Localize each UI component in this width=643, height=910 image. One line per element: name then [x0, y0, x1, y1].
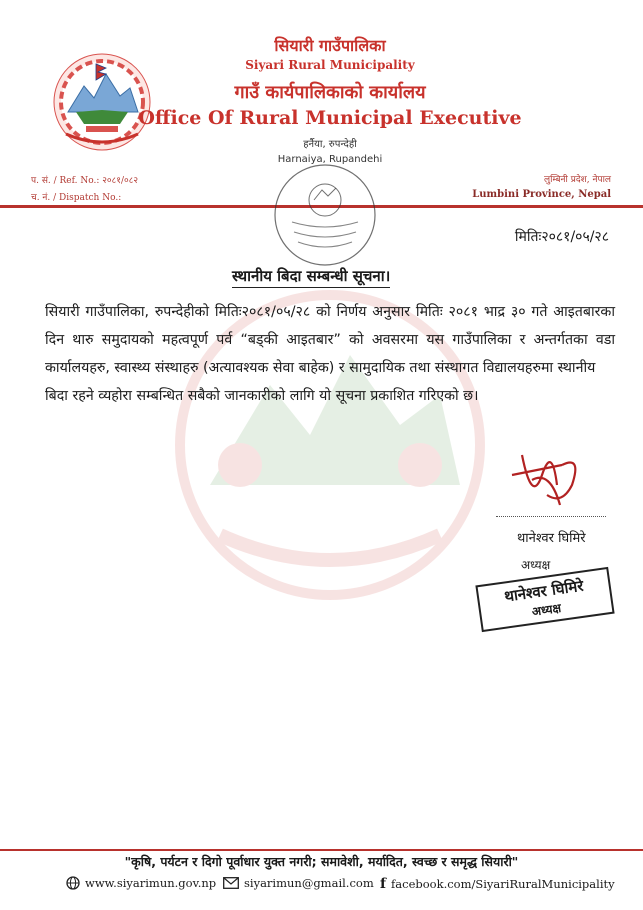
signatory-name: थानेश्वर घिमिरे — [517, 531, 586, 546]
ref-no: प. सं. / Ref. No.: २०८१/०८२ — [31, 176, 139, 186]
notice-title: स्थानीय बिदा सम्बन्धी सूचना। — [232, 266, 390, 288]
signature-line — [496, 516, 606, 517]
notice-body-last-line: बिदा रहने व्यहोरा सम्बन्धित सबैको जानकारीको लागि यो सूचना प्रकाशित गरिएको छ। — [45, 388, 479, 404]
municipality-name-np: सियारी गाउँपालिका — [274, 36, 386, 55]
office-seal-stamp — [270, 160, 380, 270]
stamp-title: अध्यक्ष — [531, 600, 562, 619]
dispatch-no: च. नं. / Dispatch No.: — [31, 193, 122, 203]
office-name-en: Office Of Rural Municipal Executive — [138, 107, 522, 129]
facebook-icon: f — [380, 876, 387, 892]
mail-icon — [223, 877, 239, 889]
location-np: हर्नैया, रुपन्देही — [303, 139, 357, 150]
signatory-title: अध्यक्ष — [521, 558, 551, 572]
province-np: लुम्बिनी प्रदेश, नेपाल — [544, 175, 611, 185]
office-name-np: गाउँ कार्यपालिकाको कार्यालय — [234, 82, 426, 103]
handwritten-signature — [502, 445, 592, 515]
website-contact — [66, 876, 216, 890]
email-link[interactable]: siyarimun@gmail.com — [244, 876, 374, 890]
municipality-name-en: Siyari Rural Municipality — [245, 58, 415, 72]
notice-date: मितिः२०८१/०५/२८ — [514, 229, 609, 245]
location-en: Harnaiya, Rupandehi — [277, 154, 383, 165]
website-link[interactable]: www.siyarimun.gov.np — [85, 876, 217, 890]
email-contact — [223, 876, 374, 890]
globe-icon — [66, 876, 80, 890]
footer-divider — [0, 849, 643, 851]
stamp-name: थानेश्वर घिमिरे — [503, 576, 585, 606]
province-en: Lumbini Province, Nepal — [472, 189, 611, 200]
notice-body: सियारी गाउँपालिका, रुपन्देहीको मितिः२०८१/०५/२८ को निर्णय अनुसार मितिः २०८१ भाद्र ३० गते आइतबारका दिन थारु समुदायको महत्वपूर्ण पर्व “बड्की आइतबार” को अवसरमा यस गाउँपालिका र अन्तर्गतका वडा कार्यालयहरु, स्वास्थ्य संस्थाहरु (अत्यावश्यक सेवा बाहेक) र सामुदायिक तथा संस्थागत विद्यालयहरुमा स्थानीय — [45, 304, 615, 376]
nepal-emblem-logo — [46, 50, 158, 155]
facebook-contact — [380, 876, 615, 892]
footer-slogan: "कृषि, पर्यटन र दिगो पूर्वाधार युक्त नगरी; समावेशी, मर्यादित, स्वच्छ र समृद्ध सियारी" — [124, 854, 519, 869]
facebook-link[interactable]: facebook.com/SiyariRuralMunicipality — [391, 877, 615, 891]
